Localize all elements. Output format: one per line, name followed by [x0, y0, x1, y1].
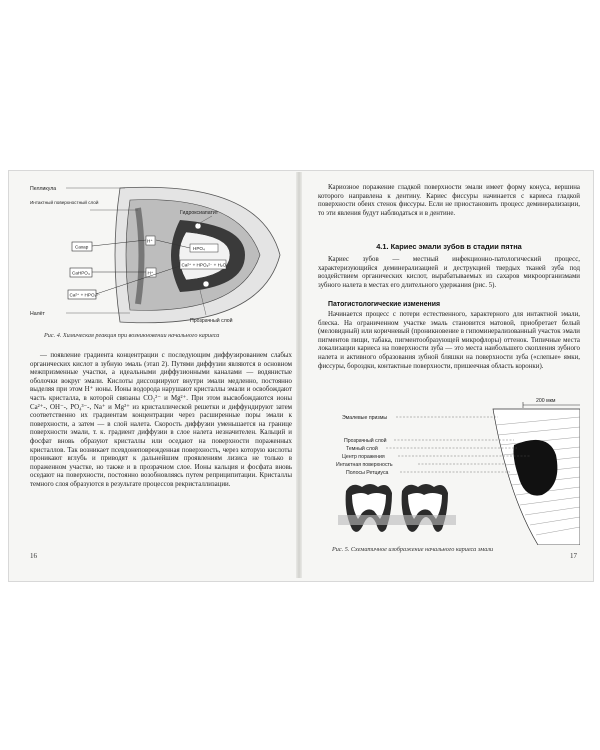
- section-title: 4.1. Кариес эмали зубов в стадии пятна: [376, 242, 522, 251]
- plaque-layer: [138, 208, 142, 304]
- section-paragraph: Кариес зубов — местный инфекционно-патологический процесс, характеризующийся деминерализацией и деструкцией твердых тканей зуба под воздействием органических кислот, вырабатываемых из сахаров микроорганизмами зубного налета в местах его длительного удержания (рис. 5).: [318, 256, 580, 289]
- teeth-illustration: [338, 484, 456, 532]
- figure-4-diagram: [30, 180, 292, 330]
- label-hydroxyapatite: Гидроксиапатит: [180, 210, 219, 216]
- label-h1: H⁺: [147, 238, 153, 244]
- fig5-label-intact: Интактная поверхность: [336, 462, 393, 468]
- label-plaque-bottom: Налёт: [30, 311, 45, 317]
- figure-4: [30, 180, 292, 340]
- figure-5-diagram: [318, 395, 580, 545]
- label-intact-layer: Интактный поверхностный слой: [30, 200, 99, 205]
- fig5-label-dark: Темный слой: [346, 446, 378, 452]
- ion-circle: [203, 281, 209, 287]
- figure-5-caption: Рис. 5. Схематичное изображение начального кариеса эмали: [332, 546, 494, 553]
- scale-label: 200 мкм: [536, 398, 556, 404]
- page-number-left: 16: [30, 552, 37, 560]
- section-text: [318, 256, 580, 292]
- intro-text: [318, 184, 580, 220]
- left-body-text: [30, 352, 292, 492]
- figure-4-caption: Рис. 4. Химическая реакция при возникновении начального кариеса: [44, 332, 220, 339]
- patho-text: [318, 311, 580, 373]
- label-hpo: HPO₄: [193, 246, 205, 251]
- fig5-label-transparent: Прозрачный слой: [344, 438, 387, 444]
- subheading: Патогистологические изменения: [328, 301, 440, 308]
- label-acid1: CaHPO₄: [72, 270, 90, 276]
- fig5-label-prisms: Эмалевые призмы: [342, 415, 388, 421]
- label-transparent-layer: Прозрачный слой: [190, 318, 233, 324]
- left-paragraph: — появление градиента концентрации с последующим диффузированием слабых органических кислот в зубную эмаль (этап 2). Путями диффузии являются в основном межпризменные участки, а идеальными диффузионными каналами — водянистые оболочки вокруг эмали. Кислоты диссоциируют внутри эмали медленно, постоянно выделяя при этом H⁺ ионы. Ионы водорода нарушают кристаллы эмали и освобождают часть кристалла, в которой связаны CO₃²⁻ и Mg²⁺. При этом высвобождаются ионы Ca²⁺-, OH⁻-, PO₄³⁻-, Na⁺ и Mg²⁺ из кристаллической решетки и диффундируют затем соответственно их градиентам концентрации через расширенные поры эмали к поверхности, а затем — в слой налета. Скорость диффузии уменьшается на границе поверхности эмали, т. к. градиент диффузии в слое налета незначителен. Кальций и фосфат вновь образуют кристаллы или оседают на поверхности пораженных кристаллов. Так возникает псевдонеповрежденная поверхность, через которую кислоты проникают вглубь и приводят к дальнейшим проявлениям лизиса не только в пораженном участке, но также и в прозрачном слое. Ионы кальция и фосфата вновь оседают на поверхности, постоянно возобновляясь путем реприципитации. Кристаллы темного слоя образуются в результате процессов рекристаллизации.: [30, 352, 292, 488]
- gum-line: [338, 515, 456, 525]
- fig5-label-center: Центр поражения: [342, 454, 385, 460]
- book-gutter: [296, 172, 302, 578]
- patho-paragraph: Начинается процесс с потери естественного, характерного для интактной эмали, блеска. На ограниченном участке эмаль становится матовой, приобретает белый (меловидный) или коричневый (проникновение в гипоминерализованный участок эмали пигментов пищи, табака, пигментообразующей микрофлоры) оттенок. Типичные места локализации кариеса на поверхности зуба — это места наибольшего скопления зубного налета и активного образования зубной бляшки на поверхности зуба («слепые» ямки, фиссуры, бороздки, контактные поверхности, пришеечная область коронки).: [318, 311, 580, 370]
- label-h2: H⁺: [147, 270, 154, 276]
- label-sugar: Сахар: [75, 244, 89, 250]
- fig5-label-retzius: Полосы Ретциуса: [346, 470, 389, 476]
- figure-5: [318, 395, 580, 555]
- label-acid2: Ca²⁺ + HPO₄²⁻: [69, 292, 101, 298]
- label-plaque: Пелликула: [30, 186, 57, 192]
- label-caries-center: Ca²⁺ + HPO₄²⁻ + H₂O: [181, 262, 227, 268]
- page-number-right: 17: [570, 552, 577, 560]
- intro-paragraph: Кариозное поражение гладкой поверхности эмали имеет форму конуса, вершина которого направлена к дентину. Кариес фиссуры начинается с кариеса гладкой поверхности обеих стенок фиссуры. Если не приостановить процесс деминерализации, то эти явления будут наблюдаться и в дентине.: [318, 184, 580, 217]
